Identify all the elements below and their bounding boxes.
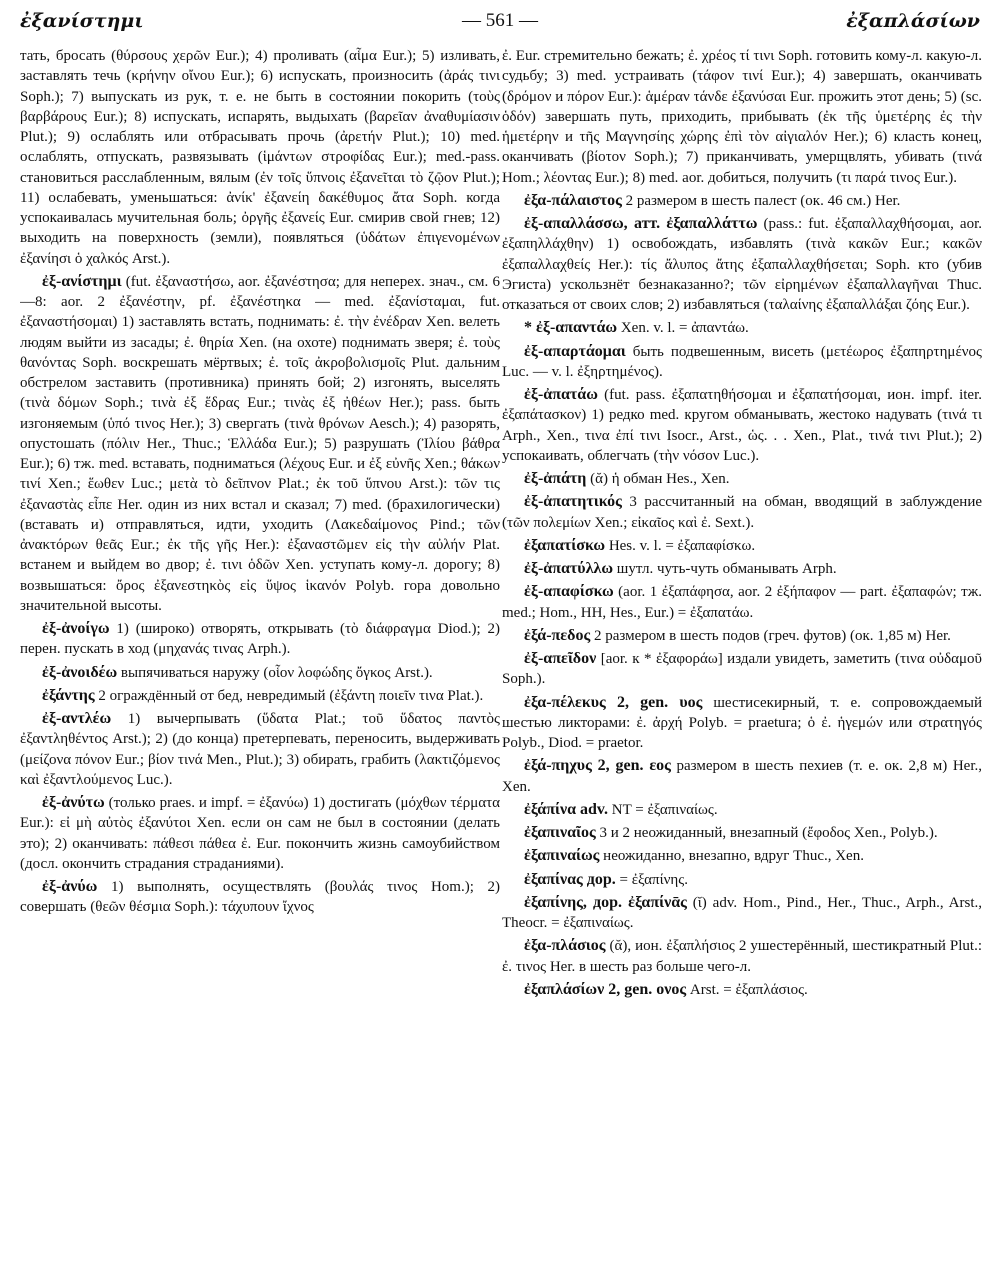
entry-headword: ἐξαπλάσίων 2, gen. ονος bbox=[524, 980, 687, 998]
entry-headword: ἐξ-απαφίσκω bbox=[524, 583, 614, 601]
entry-headword: ἐξ-ἀπάτη bbox=[524, 470, 587, 487]
entry-headword: ἐξα-πλάσιος bbox=[524, 937, 606, 955]
dictionary-entry bbox=[502, 936, 982, 977]
dictionary-entry bbox=[502, 191, 982, 211]
entry-body: (ᾰ), ион. ἐξαπλήσιος 2 ушестерённый, шестикратный Plut.: ἐ. τινος Her. в шесть раз больше чего-л. bbox=[502, 938, 982, 975]
entry-body: Hes. v. l. = ἐξαπαφίσκω. bbox=[605, 537, 756, 554]
dictionary-entry bbox=[20, 663, 500, 683]
dictionary-entry bbox=[502, 870, 982, 890]
dictionary-entry bbox=[502, 626, 982, 646]
entry-body: Arst. = ἐξαπλάσιος. bbox=[686, 981, 808, 998]
dictionary-entry bbox=[502, 893, 982, 934]
entry-body: 1) выполнять, осуществлять (βουλάς τινος Hom.); 2) совершать (θεῶν θέσμια Soph.): τάχυπουν ἴχνος bbox=[20, 879, 500, 916]
entry-headword: ἐξ-απαλλάσσω, атт. ἐξαπαλλάττω bbox=[524, 215, 758, 232]
entry-body: (ᾰ) ἡ обман Hes., Xen. bbox=[586, 471, 730, 487]
entry-headword: ἐξ-ανίστημι bbox=[42, 272, 122, 290]
entry-headword: ἐξα-πέλεκυς 2, gen. υος bbox=[524, 693, 703, 711]
entry-headword: * ἐξ-απαντάω bbox=[524, 319, 618, 337]
dictionary-entry bbox=[20, 877, 500, 918]
entry-headword: ἐξ-απαρτάομαι bbox=[524, 342, 626, 360]
dictionary-entry bbox=[20, 46, 500, 269]
dictionary-entry bbox=[502, 582, 982, 623]
entry-body: 1) вычерпывать (ὕδατα Plat.; τοῦ ὕδατος παντὸς ἐξαντληθέντος Arst.); 2) (до конца) претерпевать, переносить, выдерживать (μείζονα πόνον Eur.; βίον τινά Men., Plut.); 3) обирать, грабить (λακτιζόμενος καὶ ἐξαντλούμενος Luc.). bbox=[20, 711, 500, 788]
dictionary-entry bbox=[502, 46, 982, 188]
dictionary-entry bbox=[502, 823, 982, 843]
entry-headword: ἐξ-ἀνοιδέω bbox=[42, 663, 118, 681]
dictionary-entry bbox=[20, 619, 500, 660]
entry-body: шутл. чуть-чуть обманывать Arph. bbox=[613, 561, 837, 577]
dictionary-entry bbox=[502, 559, 982, 579]
running-headword-right: ἐξαπλάσίων bbox=[846, 10, 980, 32]
dictionary-entry bbox=[502, 536, 982, 556]
entry-headword: ἐξαπιναίως bbox=[524, 847, 600, 865]
dictionary-entry bbox=[502, 846, 982, 866]
dictionary-entry bbox=[20, 709, 500, 790]
entry-headword: ἐξα-πάλαιστος bbox=[524, 191, 622, 209]
entry-headword: ἐξαπιναῖος bbox=[524, 824, 596, 841]
entry-body: неожиданно, внезапно, вдруг Thuc., Xen. bbox=[599, 848, 864, 865]
entry-body: (ῐ) adv. Hom., Pind., Her., Thuc., Arph., Arst., Theocr. = ἐξαπιναίως. bbox=[502, 894, 982, 931]
dictionary-entry bbox=[502, 492, 982, 533]
dictionary-entry bbox=[502, 385, 982, 466]
entry-body: (только praes. и impf. = ἐξανύω) 1) достигать (μόχθων τέρματα Eur.): εἰ μὴ αὐτὸς ἐξανύτοι Xen. если он сам не был в состоянии (делать это); 2) оканчивать: πάθεσι πάθεα ἐ. Eur. покончить жизнь самоубийством (досл. окончить страдания страданиями). bbox=[20, 795, 500, 872]
entry-body: 2 размером в шесть палест (ок. 46 см.) Her. bbox=[621, 192, 901, 209]
entry-body: (fut. ἐξαναστήσω, aor. ἐξανέστησα; для неперех. знач., см. 6—8: aor. 2 ἐξανέστην, pf. ἐξανέστηκα — med. ἐξανίσταμαι, fut. ἐξαναστήσομαι) 1) заставлять встать, поднимать: ἐ. τὴν ἐνέδραν Xen. велеть людям выйти из засады; ἐ. θηρία Xen. (на охоте) поднимать зверя; ἐ. τοὺς θανόντας Soph. воскрешать мёртвых; ἐ. τοῖς ἀκροβολισμοῖς Plut. дальним обстрелом заставить (противника) принять бой; 2) изгонять, выселять (τινὰ δόμων Soph.; τινὰ ἐξ ἕδρας Eur.; τινὰς ἐξ ἠθέων Her.); pass. быть изгоняемым (ὑπό τινος Her.); 3) свергать (τινὰ θρόνων Aesch.); 4) разорять, опустошать (πόλιν Her., Thuc.; Ἑλλάδα Eur.); 5) разрушать (Ἰλίου βάθρα Eur.); 6) тж. med. вставать, подниматься (λέχους Eur. и ἐξ εὐνῆς Xen.; θάκων τινί Xen.; ἕωθεν Luc.; μετὰ τὸ δεῖπνον Plat.; ἐκ τοῦ ὕπνου Arst.): τῶν τις ἐξαναστὰς εἶπε Her. один из них встал и сказал; 7) med. (брахилогически) (вставать и) отправляться, идти, уходить (Λακεδαίμονος Pind.; τῶν ἀνακτόρων θεᾶς Eur.; ἐκ τῆς γῆς Her.): ἐξαναστῶμεν εἰς τὴν αὐλήν Plat. встанем и выйдем во двор; ἐ. τινι ὁδῶν Xen. уступать кому-л. дорогу; 8) возвышаться: ὄρος ἐξανεστηκὸς εἰς ὕψος ἱκανόν Polyb. гора довольно значительной высоты. bbox=[20, 273, 500, 614]
entry-body: 3 рассчитанный на обман, вводящий в заблуждение (τῶν πολεμίων Xen.; εἰκαῖος καὶ ἐ. Sext.). bbox=[502, 494, 982, 531]
entry-headword: ἐξ-απεῖδον bbox=[524, 650, 597, 667]
entry-headword: ἐξ-ἀνύω bbox=[42, 878, 98, 895]
entry-headword: ἐξ-αντλέω bbox=[42, 710, 112, 727]
entry-body: 2 размером в шесть подов (греч. футов) (ок. 1,85 м) Her. bbox=[590, 627, 951, 644]
dictionary-entry bbox=[502, 318, 982, 338]
entry-headword: ἐξά-πηχυς 2, gen. εος bbox=[524, 757, 671, 775]
dictionary-entry bbox=[502, 756, 982, 797]
entry-body: (aor. 1 ἐξαπάφησα, aor. 2 ἐξήπαφον — part. ἐξαπαφών; тж. med.; Hom., HH, Hes., Eur.) = ἐξαπατάω. bbox=[502, 584, 982, 621]
entry-headword: ἐξάντης bbox=[42, 686, 95, 704]
entry-headword: ἐξ-ἀνοίγω bbox=[42, 620, 110, 637]
entry-body: NT = ἐξαπιναίως. bbox=[608, 801, 718, 818]
dictionary-entry bbox=[502, 469, 982, 489]
entry-headword: ἐξαπατίσκω bbox=[524, 536, 606, 554]
left-column bbox=[20, 46, 500, 1282]
entry-body: (fut. pass. ἐξαπατηθήσομαι и ἐξαπατήσομαι, ион. impf. iter. ἐξαπάτασκον) 1) редко med. кругом обманывать, жестоко надувать (τινά τι Arph., Xen., τινα ἐπί τινι Isocr., Arst., ὡς. . . Xen., Plat., τινά τινι Plut.); 2) успокаивать, облегчать (τὴν νόσον Luc.). bbox=[502, 387, 982, 464]
right-column bbox=[502, 46, 982, 1282]
entry-body: 1) (широко) отворять, открывать (τὸ διάφραγμα Diod.); 2) перен. пускать в ход (μηχανάς τινας Arph.). bbox=[20, 621, 500, 658]
entry-body: шестисекирный, т. е. сопровождаемый шестью ликторами: ἐ. ἀρχή Polyb. = praetura; ὁ ἐ. ἡγεμών или στρατηγός Polyb., Diod. = praetor. bbox=[502, 694, 982, 751]
page-number: — 561 — bbox=[462, 10, 538, 31]
entry-body: = ἐξαπίνης. bbox=[615, 871, 688, 888]
running-headword-left: ἐξανίστημι bbox=[20, 10, 144, 32]
entry-headword: ἐξ-ἀπατύλλω bbox=[524, 560, 614, 577]
entry-headword: ἐξαπίνας дор. bbox=[524, 870, 616, 888]
dictionary-entry bbox=[20, 686, 500, 706]
entry-body: быть подвешенным, висеть (μετέωρος ἐξαπηρτημένος Luc. — v. l. ἐξηρτημένος). bbox=[502, 343, 982, 380]
entry-headword: ἐξ-ἀπατητικός bbox=[524, 493, 622, 511]
dictionary-entry bbox=[502, 800, 982, 820]
entry-headword: ἐξ-ἀπατάω bbox=[524, 386, 598, 403]
dictionary-entry bbox=[502, 980, 982, 1000]
dictionary-entry bbox=[20, 272, 500, 616]
dictionary-entry bbox=[20, 793, 500, 874]
dictionary-entry bbox=[502, 214, 982, 315]
entry-body: выпячиваться наружу (οἷον λοφώδης ὄγκος Arst.). bbox=[117, 664, 433, 681]
entry-headword: ἐξ-ἀνύτω bbox=[42, 794, 105, 811]
dictionary-entry bbox=[502, 649, 982, 690]
entry-headword: ἐξαπίνης, дор. ἐξαπίνᾱς bbox=[524, 893, 687, 911]
entry-body: 3 и 2 неожиданный, внезапный (ἔφοδος Xen., Polyb.). bbox=[595, 825, 938, 841]
entry-body: (pass.: fut. ἐξαπαλλαχθήσομαι, aor. ἐξαπηλλάχθην) 1) освобождать, избавлять (τινὰ κακῶν Eur.; κακῶν ἐξαπαλλαχθείς Her.): τίς ἄλυπος ἄτης ἐξαπαλλαχθήσεται; Soph. кто (убив Эгиста) ускользнёт безнаказанно?; τῶν εἰρημένων ἐξαπαλλαγῆναι Thuc. отказаться от своих слов; 2) избавляться (ταλαίνης ἐξαπαλλάξαι ζόης Eur.). bbox=[502, 216, 982, 313]
page-header bbox=[0, 0, 1000, 44]
dictionary-entry bbox=[502, 342, 982, 383]
dictionary-entry bbox=[502, 693, 982, 754]
entry-body: 2 ограждённый от бед, невредимый (ἐξάντη ποιεῖν τινα Plat.). bbox=[94, 687, 484, 704]
entry-headword: ἐξά-πεδος bbox=[524, 626, 591, 644]
entry-body: [aor. к * ἐξαφοράω] издали увидеть, заметить (τινα οὐδαμοῦ Soph.). bbox=[502, 651, 982, 688]
entry-body: тать, бросать (θύρσους χερῶν Eur.); 4) проливать (αἷμα Eur.); 5) изливать, заставлять течь (κρήνην οἴνου Eur.); 6) испускать, произносить (ἀράς τινι Soph.); 7) выпускать из рук, т. е. не быть в состоянии покорить (τοὺς βαρβάρους Eur.); 8) испускать, испарять, выдыхать (βαρεῖαν ἀναθυμίασιν Plut.); 9) ослаблять или отбрасывать прочь (ἀρετήν Plut.); 10) med. ослаблять, отпускать, развязывать (ἱμάντων στροφίδας Eur.); med.-pass. становиться расслабленным, вялым (ἐν τοῖς ὕπνοις ἐξανεῖται τὸ ζῷον Plut.); 11) ослабевать, уменьшаться: ἀνίκ' ἐξανείη δακέθυμος ἄτα Soph. когда успокаивалась мучительная боль; ὀργῆς ἐξανείς Eur. смирив свой гнев; 12) выходить на поверхность (земли), появляться (ὑδάτων ἐπιγενομένων ἐξανίησι ὁ χαλκός Arst.). bbox=[20, 48, 500, 267]
entry-body: Xen. v. l. = ἀπαντάω. bbox=[617, 320, 749, 337]
entry-headword: ἐξάπίνα adv. bbox=[524, 800, 609, 818]
entry-body: размером в шесть пехиев (т. е. ок. 2,8 м) Her., Xen. bbox=[502, 758, 982, 795]
entry-body: ἐ. Eur. стремительно бежать; ἐ. χρέος τί τινι Soph. готовить кому-л. какую-л. судьбу; 3) med. устраивать (τάφον τινί Eur.); 4) завершать, оканчивать (δρόμον и πόρον Eur.): ἁμέραν τάνδε ἐξανύσαι Eur. прожить этот день; 5) (sc. ὁδόν) завершать путь, приходить, прибывать (ἐκ τῆς ὑμετέρης ἐς τὴν ἡμετέρην и τῆς Μαγνησίης χώρης ἐπὶ τὸν αἰγιαλόν Her.); 6) класть конец, оканчивать (βίοτον Soph.); 7) приканчивать, умерщвлять, убивать (τινά Hom.; λέοντας Eur.); 8) med. aor. добиться, получить (τι παρά τινος Eur.). bbox=[502, 48, 982, 186]
